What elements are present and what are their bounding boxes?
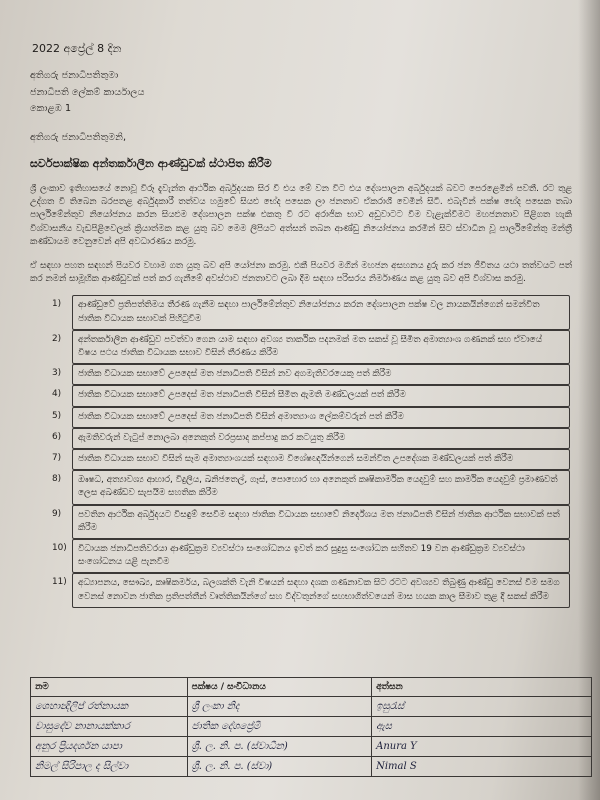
proposal-item bbox=[30, 452, 572, 467]
proposal-number: 7) bbox=[52, 452, 62, 463]
signer-name: අනුර ප්‍රියදර්ශන යාපා bbox=[31, 737, 188, 757]
signer-name: නිමල් සිරිපාල ද සිල්වා bbox=[31, 757, 188, 777]
proposal-item bbox=[30, 388, 572, 403]
proposal-item bbox=[30, 508, 572, 536]
signer-name: ශෙහාන්‍දිලිප් රත්නායක bbox=[31, 697, 188, 717]
recipient-address bbox=[30, 68, 572, 118]
proposal-item bbox=[30, 298, 572, 326]
body-paragraph: ශ්‍රී ලංකාව ඉතිහාසයේ නොවූ විරූ දැවැන්ත ආර්ථික අර්බුදයක සිර වී එය මේ වන විට එය දේශපාලන අර්බුදයක් බවට පෙරළෙමින් පවතී. රට තුළ උද්ගත වී තිබෙන බරපතළ අර්බුදකාරී තත්වය හමුවේ සියළු භේද පසෙක ලා ජනතාව ඒකරාශී වෙමින් සිටී. එබැවින් පක්ෂ භේද පසෙක තබා පාර්ලිමේන්තුව නියෝජනය කරන සියළුම දේශපාලන පක්ෂ එකතු වී රට අරාජික භාව අඩුවාටට වීම වැළැක්වීමට මහජනතාව පිළිගත හැකි විශ්වාසනීය වැඩපිළිවෙලක් ක්‍රියාත්මක කළ යුතු බව මෙම ලිපියට අත්සන් තබන ආණ්ඩු නියෝජනය කරමින් සිට ස්වාධීන වූ පාර්ලිමේන්තු මන්ත්‍රී කණ්ඩායම වෙනුවෙන් අපි අවධාරණය කරමු. bbox=[30, 183, 572, 248]
proposal-text: ජාතික විධායක සභාවේ උපදෙස් මත ජනාධිපති විසින් සීමිත ඇමති මණ්ඩලයක් පත් කිරීම bbox=[78, 390, 406, 401]
proposal-number: 3) bbox=[52, 368, 62, 379]
letter-subject: සර්වපාක්ෂික අන්තර්කාලීන ආණ්ඩුවක් ස්ථාපිත කිරීම bbox=[30, 156, 272, 170]
column-header-party: පක්ෂය / සංවිධානය bbox=[187, 678, 371, 697]
signer-party: ශ්‍රී ලංකා නිද bbox=[187, 697, 371, 717]
body-paragraph: ඒ සඳහා පහත සඳහන් පියවර වහාම ගත යුතු බව අපි යෝජනා කරමු. එකී පියවර මගින් මහජන අසහනය දුරු කර ජන ජීවිතය යථා තත්වයට පත් කර නමන් සාමූහික ආණ්ඩුවක් පත් කර ගැනීමේ අවස්ථාව ජනතාවට ලබා දීම සඳහා පරිසරය නිර්මාණය කළ යුතු බව අපි විශ්වාස කරමු. bbox=[30, 260, 572, 284]
proposal-number: 1) bbox=[52, 299, 62, 310]
signer-party: ශ්‍රී. ල. නි. ප. (ස්‍වා) bbox=[187, 757, 371, 777]
signature-table bbox=[30, 677, 592, 777]
column-header-signature: අත්සන bbox=[372, 678, 592, 697]
letter-date: 2022 අප්‍රේල් 8 දින bbox=[32, 42, 122, 55]
table-row bbox=[31, 737, 592, 757]
address-line: ජනාධිපති ලේකම් කාර්යාලය bbox=[30, 86, 145, 98]
proposal-text: අන්තර්කාලීන ආණ්ඩුව පවත්වා ගෙන යාම සඳහා අවශ්‍ය තාර්කික පදනමක් මත සකස් වූ සීමිත අමාත්‍යාංශ ගණනක් සහ ඒවායේ විෂය පථය ජාතික විධායක සභාව විසින් තීරණය කිරීම bbox=[78, 334, 543, 358]
table-row bbox=[31, 697, 592, 717]
address-line: අතිගරු ජනාධිපතිතුමා bbox=[30, 70, 119, 81]
proposal-number: 6) bbox=[52, 431, 62, 442]
proposal-text: අධ්‍යාපනය, සෞඛ්‍ය, කෘෂිකර්මය, බලශක්ති වැනි විෂයන් සඳහා දශක ගණනාවක සිට රටට අවශ්‍යව තිබුණු ආණ්ඩු වෙනස් වීම සමග වෙනස් නොවන ජාතික ප්‍රතිපත්තීන් වෘත්තිකයින්ගේ සහ විද්වතුන්ගේ සහභාගිත්වයෙන් මාස හයක කාල සීමාව තුළ දී සකස් කිරීම bbox=[78, 578, 560, 602]
signer-signature: Anura Y bbox=[372, 737, 592, 757]
signer-party: ශ්‍රී. ල. නි. ප. (ස්‍වාධීන) bbox=[187, 737, 371, 757]
table-row bbox=[31, 757, 592, 777]
salutation: අතිගරු ජනාධිපතිතුමනි, bbox=[30, 131, 126, 143]
proposal-text: ජාතික විධායක සභාවේ උපදෙස් මත ජනාධිපති විසින් අමාත්‍යාංශ ලේකම්වරුන් පත් කිරීම bbox=[78, 411, 404, 422]
proposal-text: ආණ්ඩුවේ ප්‍රතිපත්තිමය තීරණ ගැනීම සඳහා පාර්ලිමේන්තුව නියෝජනය කරන දේශපාලන පක්ෂ වල නායකයින්ගෙන් සමන්විත ජාතික විධායක සභාවක් පිහිටුවීම bbox=[78, 300, 540, 324]
proposal-text: විධායක ජනාධිපතිවරයා ආණ්ඩුක්‍රම ව්‍යවස්ථා සංශෝධනය ඉවත් කර සුදුසු සංශෝධන සහිතව 19 වන ආණ්ඩුක්‍රම ව්‍යවස්ථා සංශෝධනය යළි පැනවීම bbox=[78, 543, 525, 568]
proposal-item bbox=[30, 333, 572, 361]
proposal-number: 9) bbox=[52, 508, 62, 519]
proposal-text: ජාතික විධායක සභාවේ උපදෙස් මත ජනාධිපති විසින් නව අගමැතිවරයෙකු පත් කිරීම bbox=[78, 369, 392, 380]
address-line: කොළඹ 1 bbox=[30, 103, 72, 114]
proposal-text: ඇමතිවරුන් වැටුප් නොලබා අනෙකුත් වරප්‍රසාද කප්පාදු කර කටයුතු කිරීම bbox=[78, 432, 346, 443]
signer-name: වාසුදේව නානායක්කාර bbox=[31, 717, 188, 737]
proposal-text: පවතින ආර්ථික අර්බුදයට විසඳුම් සෙවීම සඳහා ජාතික විධායක සභාවේ නිර්දේශය මත ජනාධිපති විසින් ජාතික ආර්ථික සභාවක් පත් කිරීම bbox=[78, 509, 560, 533]
signature-table-header bbox=[31, 678, 592, 697]
proposal-number: 4) bbox=[52, 389, 62, 400]
proposal-item bbox=[30, 542, 572, 570]
proposal-item bbox=[30, 367, 572, 382]
signer-signature: Nimal S bbox=[372, 757, 592, 777]
signer-signature: ඉසුරැස් bbox=[372, 697, 592, 717]
proposal-number: 8) bbox=[52, 474, 62, 485]
signer-party: ජාතික දේශප්‍රේමී bbox=[187, 717, 371, 737]
proposal-text: ජාතික විධායක සභාව විසින් සෑම අමාත්‍යාංශයක් සඳහාම විශේෂඥයින්ගෙන් සමන්විත උපදේශක මණ්ඩලයක් පත් කිරීම bbox=[78, 453, 514, 464]
table-row bbox=[31, 717, 592, 737]
proposal-number: 5) bbox=[52, 410, 62, 421]
column-header-name: නම bbox=[31, 678, 188, 697]
proposal-item bbox=[30, 576, 572, 604]
proposal-number: 11) bbox=[52, 577, 67, 588]
proposal-item bbox=[30, 431, 572, 446]
proposal-item bbox=[30, 473, 572, 501]
proposal-number: 10) bbox=[52, 542, 67, 553]
proposal-item bbox=[30, 410, 572, 425]
signer-signature: ඇස bbox=[372, 717, 592, 737]
proposal-text: ඖෂධ, අත්‍යාවශ්‍ය ආහාර, විදුලිය, ඛනිජතෙල්, ගෑස්, පොහොර හා අනෙකුත් කෘෂිකාර්මික යෙදවුම් සහ කාර්මික යෙදවුම් ප්‍රමාණවත් ලෙස අඛණ්ඩව සැපයීම සහතික කිරීම bbox=[78, 475, 558, 499]
proposal-list bbox=[30, 298, 572, 604]
proposal-number: 2) bbox=[52, 333, 62, 344]
